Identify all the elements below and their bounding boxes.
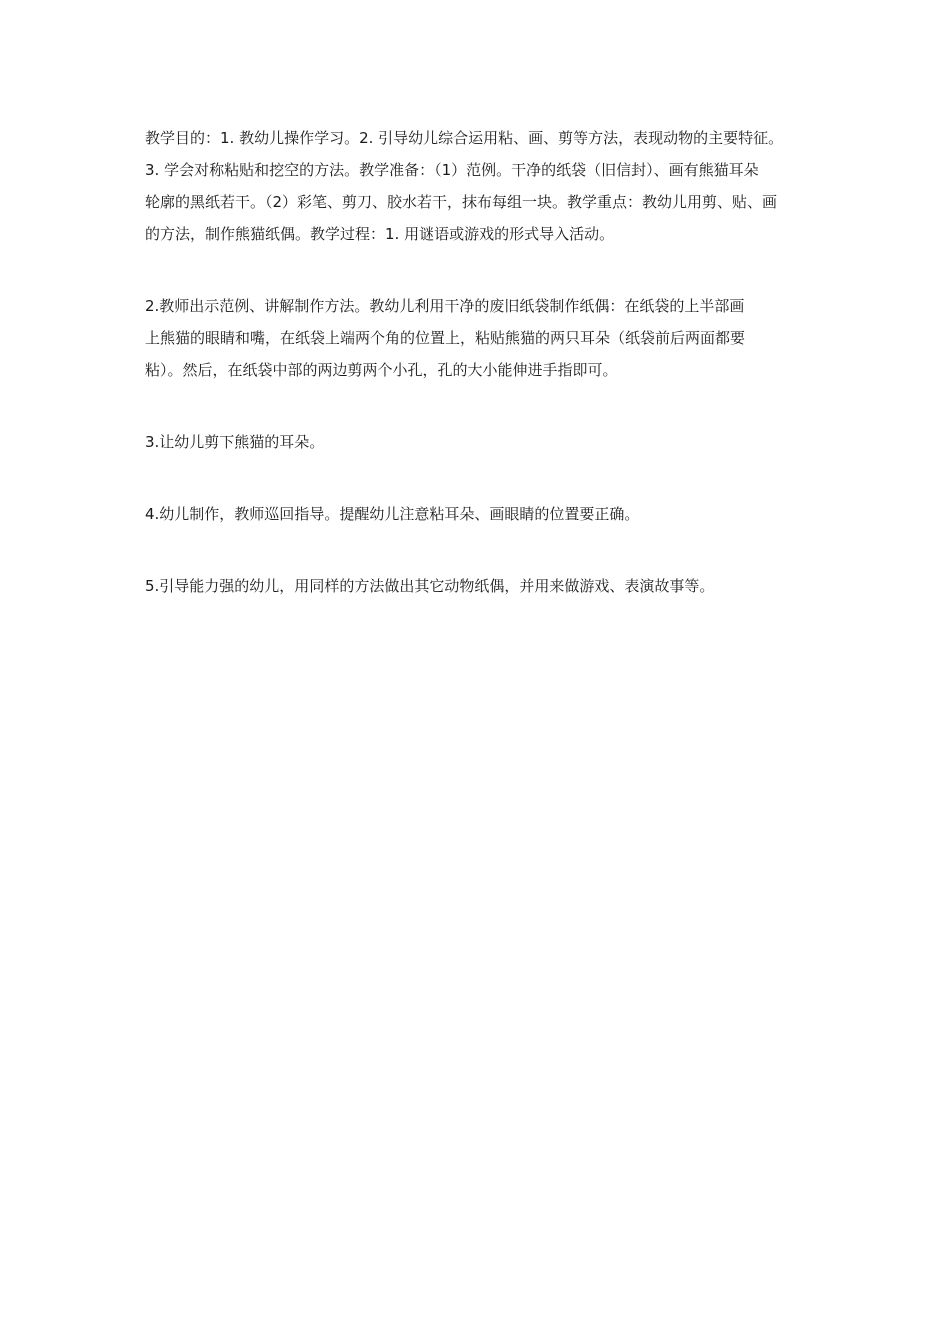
paragraph-step-4 xyxy=(145,498,835,530)
paragraph-step-5 xyxy=(145,570,835,602)
text-line: 5.引导能力强的幼儿，用同样的方法做出其它动物纸偶，并用来做游戏、表演故事等。 xyxy=(145,577,715,595)
text-line: 3.让幼儿剪下熊猫的耳朵。 xyxy=(145,433,325,451)
paragraph-step-3 xyxy=(145,426,835,458)
text-line: 4.幼儿制作，教师巡回指导。提醒幼儿注意粘耳朵、画眼睛的位置要正确。 xyxy=(145,505,640,523)
paragraph-teaching-plan xyxy=(145,122,835,250)
text-line: 轮廓的黑纸若干。（2）彩笔、剪刀、胶水若干，抹布每组一块。教学重点：教幼儿用剪、贴、画 xyxy=(145,193,778,211)
text-line: 粘）。然后，在纸袋中部的两边剪两个小孔，孔的大小能伸进手指即可。 xyxy=(145,361,618,379)
paragraph-step-2 xyxy=(145,290,835,386)
text-line: 3. 学会对称粘贴和挖空的方法。教学准备：（1）范例。干净的纸袋（旧信封）、画有熊猫耳朵 xyxy=(145,161,759,179)
document-body xyxy=(145,122,835,602)
text-line: 的方法，制作熊猫纸偶。教学过程：1. 用谜语或游戏的形式导入活动。 xyxy=(145,225,615,243)
text-line: 2.教师出示范例、讲解制作方法。教幼儿利用干净的废旧纸袋制作纸偶：在纸袋的上半部画 xyxy=(145,297,745,315)
text-line: 教学目的：1. 教幼儿操作学习。2. 引导幼儿综合运用粘、画、剪等方法，表现动物的主要特征。 xyxy=(145,129,784,147)
text-line: 上熊猫的眼睛和嘴，在纸袋上端两个角的位置上，粘贴熊猫的两只耳朵（纸袋前后两面都要 xyxy=(145,329,746,347)
